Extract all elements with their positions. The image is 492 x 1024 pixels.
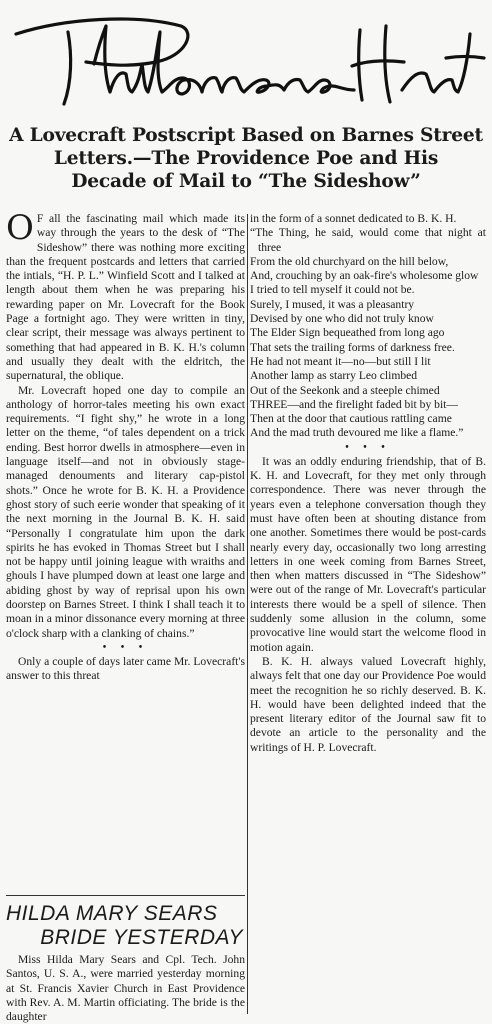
sonnet-line: “The Thing, he said, would come that night at three — [250, 226, 486, 254]
hilda-article-body: Miss Hilda Mary Sears and Cpl. Tech. John Santos, U. S. A., were married yesterday morning at St. Francis Xavier Church in East Providence with Rev. A. M. Martin officiating. The bride is the daughter — [6, 953, 245, 1024]
headline-line-3: Decade of Mail to “The Sideshow” — [71, 171, 421, 192]
sonnet-line: He had not meant it—no—but still I lit — [250, 354, 431, 368]
sonnet-line: Out of the Seekonk and a steeple chimed — [250, 383, 440, 397]
hilda-headline — [6, 902, 245, 950]
drop-cap: O — [6, 208, 34, 248]
article-paragraph-4: It was an oddly enduring friendship, that of B. K. H. and Lovecraft, for they met only through correspondence. There was never through the years even a telephone conversation though they must have often been at shouting distance from one another. Sometimes there would be post-cards nearly every day, occasionally two long arresting letters in one week coming from Barnes Street, then when matters discussed in “The Sideshow” were out of the range of Mr. Lovecraft's particular interests there would be a spell of silence. Then suddenly some allusion in the column, some provocative line would start the welcome flood in motion again. — [250, 454, 486, 654]
sonnet-line: Another lamp as starry Leo climbed — [250, 369, 418, 383]
hilda-title-line-1: HILDA MARY SEARS — [6, 902, 218, 925]
sonnet-line: I tried to tell myself it could not be. — [250, 283, 415, 297]
sonnet-line: That sets the trailing forms of darkness free. — [250, 340, 455, 354]
column-divider — [247, 214, 248, 1014]
right-column — [250, 212, 486, 755]
section-separator: • • • — [345, 441, 391, 453]
article-paragraph-1 — [6, 208, 245, 384]
sonnet-line: And the mad truth devoured me like a flame.” — [250, 426, 464, 440]
sonnet-line: Then at the door that cautious rattling came — [250, 412, 452, 426]
hilda-title-line-2: BRIDE YESTERDAY — [40, 926, 243, 949]
sonnet-intro: in the form of a sonnet dedicated to B. K. H. — [250, 212, 457, 225]
sonnet-line: Surely, I mused, it was a pleasantry — [250, 297, 415, 311]
sonnet-line: The Elder Sign bequeathed from long ago — [250, 326, 445, 340]
sonnet-line: And, crouching by an oak-fire's wholesome glow — [250, 269, 479, 283]
article-paragraph-5: B. K. H. always valued Lovecraft highly, always felt that one day our Providence Poe would meet the recognition he so richly deserved. B. K. H. would have been delighted indeed that the present literary editor of the Journal saw fit to devote an article to the personality and the writings of H. P. Lovecraft. — [250, 654, 486, 754]
left-column — [6, 208, 245, 684]
article-divider — [6, 895, 245, 896]
signature-image — [6, 4, 486, 112]
sonnet-line: THREE—and the firelight faded bit by bit— — [250, 397, 458, 411]
signature-text — [6, 4, 486, 112]
paragraph-1-text: F all the fascinating mail which made its way through the years to the desk of “The Sideshow” there was nothing more exciting than the frequent postcards and letters that carried the intials, “H. P. L.” Winfield Scott and I talked at length about them when he was preparing his rewarding paper on Mr. Lovecraft for the Book Page a fortnight ago. They were written in tiny, clear script, their message was always pertinent to something that had appeared in B. K. H.'s column and usually they dealt with the eldritch, the supernatural, the oblique. — [6, 212, 245, 383]
headline-line-2: Letters.—The Providence Poe and His — [53, 148, 439, 169]
article-paragraph-2: Mr. Lovecraft hoped one day to compile an anthology of horror-tales meeting his own exact requirements. “I fight shy,” he wrote in a long letter on the theme, “of tales dependent on a trick ending. Best horror dwells in atmosphere—even in language itself—and not in obviously stage-managed denouments and literary cap-pistol shots.” Once he wrote for B. K. H. a Providence ghost story of such eerie wonder that speaking of it the next morning in the Journal B. K. H. said “Personally I congratulate him upon the dark spirits he has evoked in Thomas Street but I shall not be happy until joining league with wraiths and ghouls I have plumped down at least one large and abiding ghost by way of reprisal upon his own doorstep on Barnes Street. I think I shall teach it to moan in a minor dissonance every morning at three o'clock sharp with a clanking of chains.” — [6, 383, 245, 640]
headline — [4, 124, 488, 193]
headline-line-1: A Lovecraft Postscript Based on Barnes Street — [9, 125, 483, 146]
article-paragraph-3: Only a couple of days later came Mr. Lovecraft's answer to this threat — [6, 654, 245, 683]
section-separator: • • • — [102, 641, 149, 653]
sonnet — [250, 226, 486, 440]
sonnet-line: Devised by one who did not truly know — [250, 312, 434, 326]
sonnet-line: From the old churchyard on the hill below, — [250, 254, 449, 268]
